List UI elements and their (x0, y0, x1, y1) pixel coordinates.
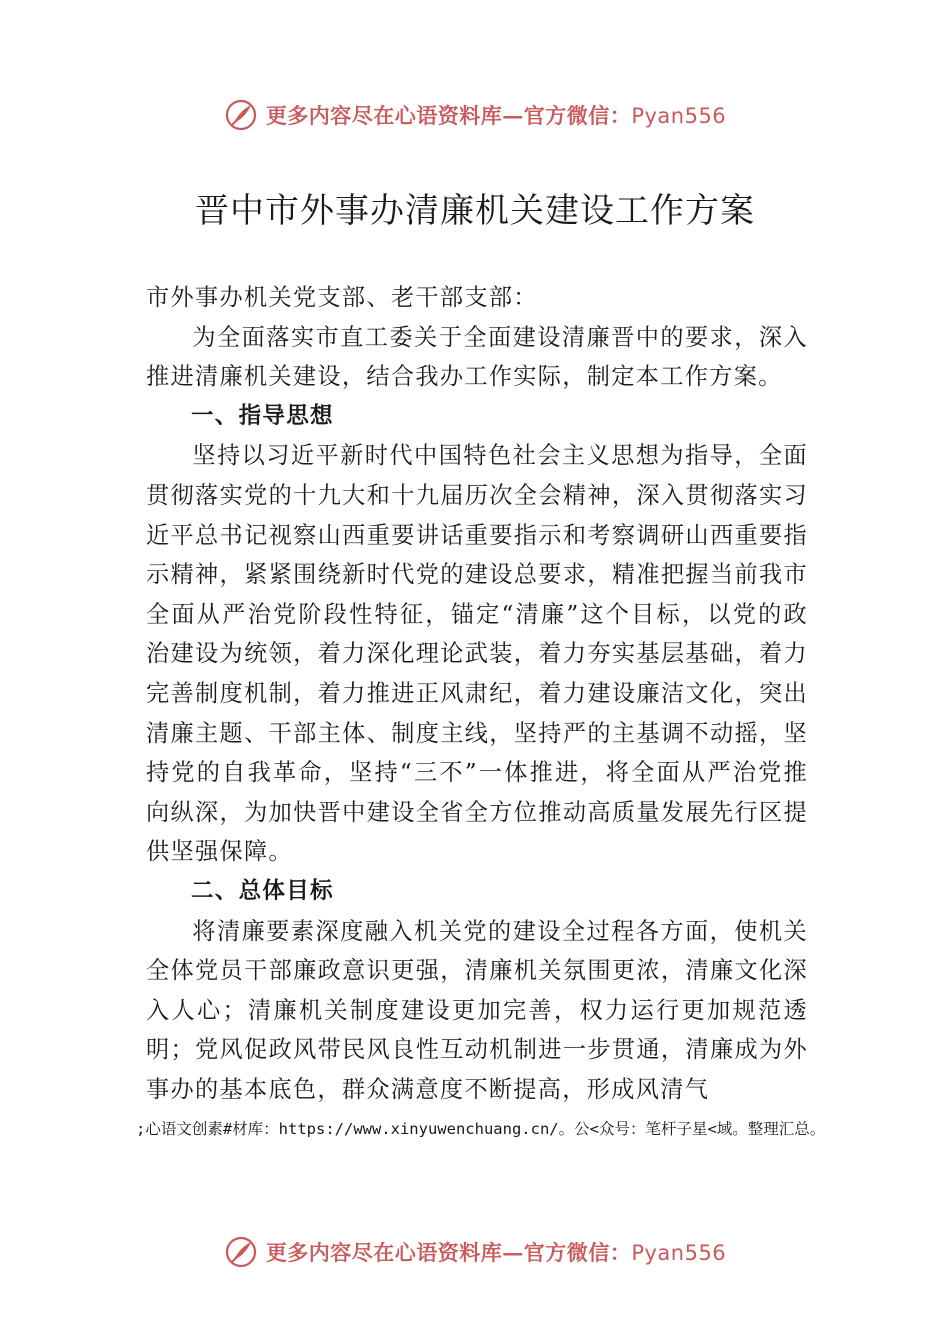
header-banner-text: 更多内容尽在心语资料库—官方微信：Pyan556 (265, 103, 727, 128)
footer-watermark-banner (0, 1232, 950, 1272)
section-paragraph-overall-goal: 将清廉要素深度融入机关党的建设全过程各方面，使机关全体党员干部廉政意识更强，清廉机关氛围更浓，清廉文化深入人心；清廉机关制度建设更加完善，权力运行更加规范透明；党风促政风带民风良性互动机制进一步贯通，清廉成为外事办的基本底色，群众满意度不断提高，形成风清气 (146, 917, 808, 1103)
section-heading-overall-goal: 二、总体目标 (191, 877, 334, 904)
document-body (146, 278, 808, 1109)
source-footnote: ;心语文创素#材库：https://www.xinyuwenchuang.cn/。公<众号：笔杆子星<域。整理汇总。 (136, 1120, 826, 1138)
section-paragraph-guiding-ideology: 坚持以习近平新时代中国特色社会主义思想为指导，全面贯彻落实党的十九大和十九届历次全会精神，深入贯彻落实习近平总书记视察山西重要讲话重要指示和考察调研山西重要指示精神，紧紧围绕新时代党的建设总要求，精准把握当前我市全面从严治党阶段性特征，锚定“清廉”这个目标，以党的政治建设为统领，着力深化理论武装，着力夯实基层基础，着力完善制度机制，着力推进正风肃纪，着力建设廉洁文化，突出清廉主题、干部主体、制度主线，坚持严的主基调不动摇，坚持党的自我革命，坚持“三不”一体推进，将全面从严治党推向纵深，为加快晋中建设全省全方位推动高质量发展先行区提供坚强保障。 (146, 442, 808, 866)
header-watermark-banner (0, 95, 950, 135)
footer-banner-text: 更多内容尽在心语资料库—官方微信：Pyan556 (265, 1240, 727, 1265)
feather-pen-icon (224, 98, 258, 132)
document-title: 晋中市外事办清廉机关建设工作方案 (195, 191, 755, 231)
salutation: 市外事办机关党支部、老干部支部： (146, 284, 538, 311)
intro-paragraph: 为全面落实市直工委关于全面建设清廉晋中的要求，深入推进清廉机关建设，结合我办工作实际，制定本工作方案。 (146, 323, 808, 391)
section-heading-guiding-ideology: 一、指导思想 (191, 402, 334, 429)
feather-pen-icon (224, 1235, 258, 1269)
